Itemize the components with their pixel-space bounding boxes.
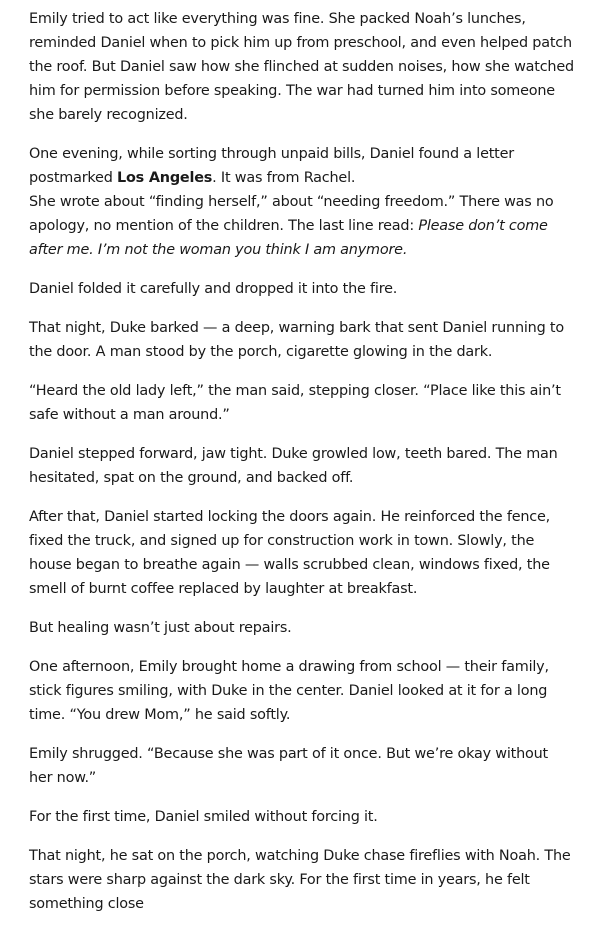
paragraph-stranger-leaves: Daniel stepped forward, jaw tight. Duke growled low, teeth bared. The man hesitated, spat on the ground, and backed off. xyxy=(29,446,558,486)
paragraph-rebuilding: After that, Daniel started locking the doors again. He reinforced the fence, fixed the truck, and signed up for construction work in town. Slowly, the house began to breathe again — walls scrubbed clean, windows fixed, the smell of burnt coffee replaced by laughter at breakfast. xyxy=(29,509,551,597)
story-article xyxy=(29,7,574,931)
paragraph-emily-shrugged: Emily shrugged. “Because she was part of it once. But we’re okay without her now.” xyxy=(29,746,548,786)
paragraph-emily-pretending: Emily tried to act like everything was fine. She packed Noah’s lunches, reminded Daniel when to pick him up from preschool, and even helped patch the roof. But Daniel saw how she flinched at sudden noises, how she watched him for permission before speaking. The war had turned him into someone she barely recognized. xyxy=(29,11,574,123)
paragraph-duke-barked: That night, Duke barked — a deep, warning bark that sent Daniel running to the door. A man stood by the porch, cigarette glowing in the dark. xyxy=(29,320,564,360)
letter-content-text: She wrote about “finding herself,” about “needing freedom.” There was no apology, no mention of the children. The last line read: xyxy=(29,194,554,234)
paragraph-daniel-smiled: For the first time, Daniel smiled without forcing it. xyxy=(29,809,378,825)
paragraph-stranger-speaks: “Heard the old lady left,” the man said, stepping closer. “Place like this ain’t safe without a man around.” xyxy=(29,383,561,423)
paragraph-healing: But healing wasn’t just about repairs. xyxy=(29,620,292,636)
paragraph-drawing: One afternoon, Emily brought home a drawing from school — their family, stick figures smiling, with Duke in the center. Daniel looked at it for a long time. “You drew Mom,” he said softly. xyxy=(29,659,549,723)
postmark-location: Los Angeles xyxy=(117,170,213,186)
letter-last-line: Please don’t come after me. I’m not the woman you think I am anymore. xyxy=(29,218,548,258)
letter-found-text-2: . It was from Rachel. xyxy=(212,170,356,186)
paragraph-burned-letter: Daniel folded it carefully and dropped it into the fire. xyxy=(29,281,398,297)
letter-found-text-1: One evening, while sorting through unpaid bills, Daniel found a letter postmarked xyxy=(29,146,514,186)
paragraph-letter-content xyxy=(29,190,574,262)
paragraph-letter-found xyxy=(29,142,574,190)
paragraph-porch-night: That night, he sat on the porch, watching Duke chase fireflies with Noah. The stars were sharp against the dark sky. For the first time in years, he felt something close xyxy=(29,848,571,912)
